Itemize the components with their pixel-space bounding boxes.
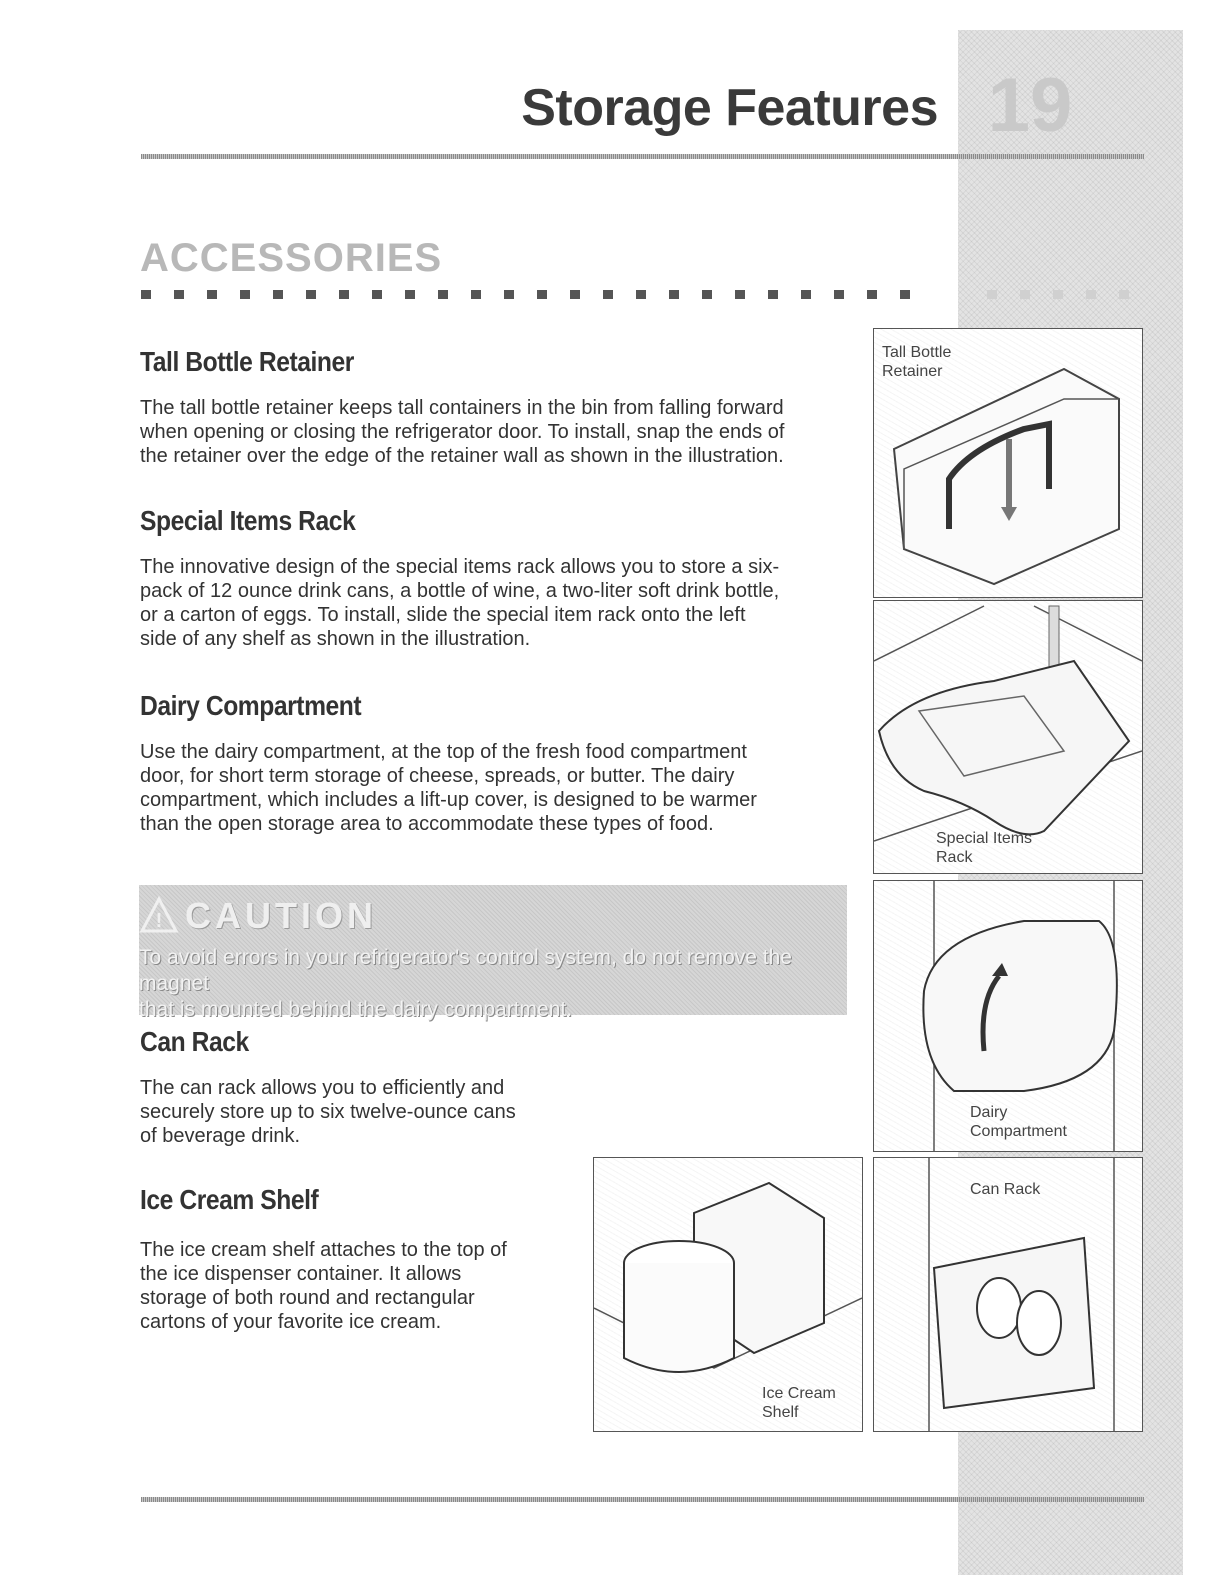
paragraph-dairy-compartment	[140, 740, 860, 836]
figure-label-ice-cream	[762, 1384, 836, 1422]
text-line: Retainer	[882, 363, 943, 380]
text-line: when opening or closing the refrigerator door. To install, snap the ends of	[140, 421, 785, 443]
text-line: Compartment	[970, 1123, 1067, 1140]
paragraph-ice-cream-shelf	[140, 1238, 580, 1334]
section-title: ACCESSORIES	[140, 236, 443, 280]
paragraph-tall-bottle-retainer	[140, 396, 860, 468]
text-line: Rack	[936, 849, 973, 866]
header-rule	[141, 154, 1144, 159]
text-line: the ice dispenser container. It allows	[140, 1263, 462, 1285]
heading-tall-bottle-retainer: Tall Bottle Retainer	[140, 346, 354, 377]
figure-special-items-rack	[873, 600, 1143, 874]
warning-triangle-icon	[139, 895, 179, 935]
text-line: storage of both round and rectangular	[140, 1287, 475, 1309]
figure-can-rack	[873, 1157, 1143, 1432]
heading-special-items-rack: Special Items Rack	[140, 505, 356, 536]
text-line: To avoid errors in your refrigerator's control system, do not remove the magnet	[139, 946, 792, 995]
heading-can-rack: Can Rack	[140, 1026, 249, 1057]
figure-label-special-items	[936, 829, 1032, 867]
figure-label-can-rack: Can Rack	[970, 1181, 1041, 1198]
text-line: than the open storage area to accommodate these types of food.	[140, 813, 714, 835]
page-title: Storage Features	[521, 79, 938, 137]
text-line: The ice cream shelf attaches to the top of	[140, 1239, 507, 1261]
caution-title: CAUTION	[185, 895, 377, 936]
text-line: of beverage drink.	[140, 1125, 301, 1147]
text-line: securely store up to six twelve-ounce cans	[140, 1101, 516, 1123]
text-line: that is mounted behind the dairy compartment.	[139, 998, 573, 1021]
text-line: The tall bottle retainer keeps tall containers in the bin from falling forward	[140, 397, 784, 419]
text-line: cartons of your favorite ice cream.	[140, 1311, 442, 1333]
text-line: Tall Bottle	[882, 344, 952, 361]
text-line: the retainer over the edge of the retainer wall as shown in the illustration.	[140, 445, 784, 467]
text-line: Special Items	[936, 830, 1033, 847]
figure-label-tall-bottle	[882, 343, 951, 381]
paragraph-special-items-rack	[140, 555, 860, 651]
svg-text:!: !	[155, 910, 163, 932]
footer-rule	[141, 1497, 1144, 1502]
section-dot-divider	[141, 290, 910, 299]
text-line: The innovative design of the special items rack allows you to store a six-	[140, 556, 780, 578]
section-dot-divider-light	[987, 290, 1129, 299]
heading-dairy-compartment: Dairy Compartment	[140, 690, 362, 721]
heading-ice-cream-shelf: Ice Cream Shelf	[140, 1184, 319, 1215]
figure-ice-cream-shelf	[593, 1157, 863, 1432]
text-line: Use the dairy compartment, at the top of the fresh food compartment	[140, 741, 747, 763]
caution-text	[139, 945, 847, 1023]
text-line: Ice Cream	[762, 1385, 836, 1402]
text-line: pack of 12 ounce drink cans, a bottle of wine, a two-liter soft drink bottle,	[140, 580, 780, 602]
figure-dairy-compartment	[873, 880, 1143, 1152]
text-line: side of any shelf as shown in the illustration.	[140, 628, 531, 650]
paragraph-can-rack	[140, 1076, 580, 1148]
text-line: door, for short term storage of cheese, spreads, or butter. The dairy	[140, 765, 735, 787]
text-line: compartment, which includes a lift-up cover, is designed to be warmer	[140, 789, 757, 811]
figure-tall-bottle-retainer	[873, 328, 1143, 598]
text-line: The can rack allows you to efficiently and	[140, 1077, 505, 1099]
text-line: or a carton of eggs. To install, slide the special item rack onto the left	[140, 604, 746, 626]
caution-box	[139, 885, 847, 1021]
figure-label-dairy	[970, 1103, 1067, 1141]
text-line: Dairy	[970, 1104, 1008, 1121]
text-line: Shelf	[762, 1404, 799, 1421]
page-number: 19	[987, 63, 1073, 148]
